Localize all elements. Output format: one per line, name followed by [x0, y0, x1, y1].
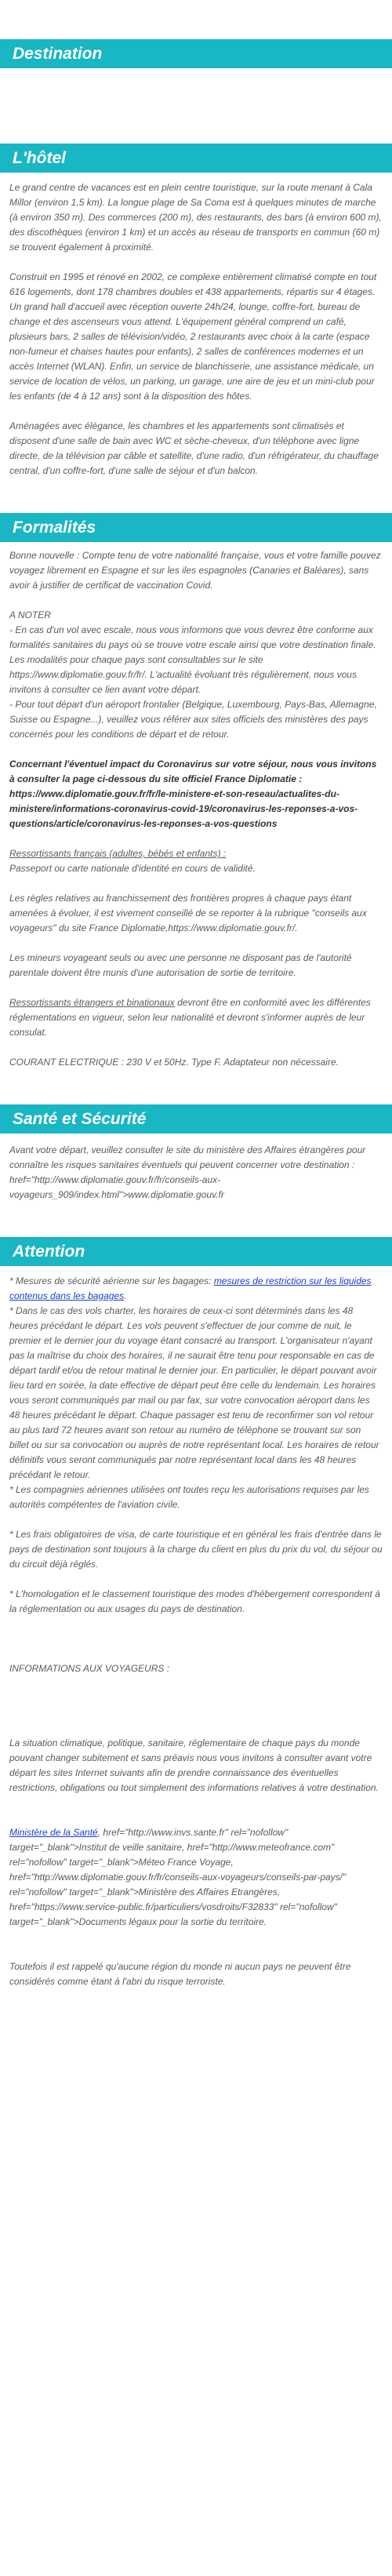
- section-header-attention: Attention: [0, 1237, 392, 1266]
- minors-text: Les mineurs voyageant seuls ou avec une personne ne disposant pas de l'autorité parentale doivent être munis d'une autorisation de sortie de territoire.: [9, 952, 352, 978]
- note-modalities: Les modalités pour chaque pays sont consultables sur le site https://www.diplomatie.gouv.fr/fr/. L'actualité évoluant très régulièrement, nous vous invitons à consulter ce lien avant votre départ.: [9, 654, 357, 695]
- note-heading: A NOTER: [9, 609, 51, 620]
- foreign-nationals-text: devront être en conformité avec les différentes réglementations en vigueur, selon leur nationalité et devront s'informer auprès de leur consulat.: [9, 997, 371, 1038]
- travel-info-text: La situation climatique, politique, sanitaire, réglementaire de chaque pays du monde pouvant changer subitement et sans préavis nous vous invitons à consulter avant votre départ les sites Internet suivants afin de prendre connaissance des éventuelles restrictions, obligations ou tout simplement des informations relatives à votre destination.: [9, 1737, 379, 1793]
- hotel-paragraph-facilities: Construit en 1995 et rénové en 2002, ce complexe entièrement climatisé compte en tout 616 logements, dont 178 chambres doubles et 438 appartements, répartis sur 4 étages. Un grand hall d'accueil avec réception ouverte 24h/24, lounge, coffre-fort, bureau de change et des ascenseurs vous attend. L'équipement général comprend un café, plusieurs bars, 2 salles de télévision/vidéo, 2 restaurants avec choix à la carte (espace non-fumeur et chaises hautes pour enfants), 2 salles de conférences modernes et un accès Internet (WLAN). Enfin, un service de blanchisserie, une assistance médicale, un service de location de vélos, un parking, un garage, une aire de jeu et un mini-club pour les enfants (de 4 à 12 ans) sont à la disposition des hôtes.: [9, 271, 377, 402]
- french-nationals-text: Passeport ou carte nationale d'identité en cours de validité.: [9, 863, 256, 874]
- travel-info-links-text: , href="http://www.invs.sante.fr" rel="nofollow" target="_blank">Institut de veille sanitaire, href="http://www.meteofrance.com" rel="nofollow" target="_blank">Méteo France Voyage, href="http://www.diplomatie.gouv.fr/fr/conseils-aux-voyageurs/conseils-par-pays/" rel="nofollow" target="_blank">Ministère des Affaires Etrangères, href="https://www.service-public.fr/particuliers/vosdroits/F32833" rel="nofollow" target="_blank">Documents légaux pour la sortie du territoire.: [9, 1827, 347, 1927]
- health-ministry-link[interactable]: Ministère de la Santé: [9, 1827, 98, 1838]
- hotel-paragraph-location: Le grand centre de vacances est en plein centre touristique, sur la route menant à Cala Millor (environ 1,5 km). La longue plage de Sa Coma est à quelques minutes de marche (à environ 350 m). Des commerces (200 m), des restaurants, des bars (à environ 600 m), des discothèques (environ 1 km) et un accès au réseau de transports en commun (60 m) se trouvent également à proximité.: [9, 182, 382, 253]
- sante-content: [0, 1143, 392, 1202]
- travel-info-heading: INFORMATIONS AUX VOYAGEURS :: [9, 1663, 170, 1674]
- attention-content: [0, 1274, 392, 1989]
- foreign-nationals: [9, 995, 383, 1040]
- note-stopover: - En cas d'un vol avec escale, nous vous informons que vous devrez être conforme aux formalités sanitaires du pays où se trouve votre escale ainsi que votre destination finale.: [9, 624, 376, 650]
- attention-classification: * L'homologation et le classement touristique des modes d'hébergement correspondent à la réglementation ou aux usages du pays de destination.: [9, 1588, 380, 1614]
- attention-fees: * Les frais obligatoires de visa, de carte touristique et en général les frais d'entrée dans le pays de destination sont toujours à la charge du client en plus du prix du vol, du séjour ou du circuit déjà réglés.: [9, 1529, 383, 1570]
- travel-info-links: [9, 1825, 383, 1930]
- attention-security-text: * Mesures de sécurité aérienne sur les bagages:: [9, 1275, 214, 1286]
- section-header-destination: Destination: [0, 39, 392, 68]
- sante-paragraph: Avant votre départ, veuillez consulter le site du ministère des Affaires étrangères pour connaître les risques sanitaires éventuels qui peuvent concerner votre destination : href="http://www.diplomatie.gouv.fr/fr/conseils-aux-voyageurs_909/index.html">www.diplomatie.gouv.fr: [9, 1144, 366, 1200]
- foreign-nationals-heading: Ressortissants étrangers et binationaux: [9, 997, 175, 1008]
- border-rules-text: Les règles relatives au franchissement des frontières propres à chaque pays étant amenées à évoluer, il est vivement conseillé de se reporter à la rubrique "conseils aux voyageurs" du site France Diplomatie,https://www.diplomatie.gouv.fr/.: [9, 893, 367, 933]
- hotel-description: [0, 180, 392, 478]
- attention-security: [9, 1274, 383, 1304]
- formalites-content: [0, 548, 392, 1070]
- french-nationals-heading: Ressortissants français (adultes, bébés et enfants) :: [9, 848, 227, 859]
- covid-notice: Concernant l'éventuel impact du Coronavirus sur votre séjour, nous vous invitons à consulter la page ci-dessous du site officiel France Diplomatie : https://www.diplomatie.gouv.fr/fr/le-ministere-et-son-reseau/actualites-du-ministere/informations-coronavirus-covid-19/coronavirus-les-reponses-a-vos-questions/article/coronavirus-les-reponses-a-vos-questions: [9, 759, 377, 829]
- hotel-paragraph-rooms: Aménagées avec élégance, les chambres et les appartements sont climatisés et disposent d'une salle de bain avec WC et sèche-cheveux, d'un téléphone avec ligne directe, de la télévision par câble et satellite, d'une radio, d'un réfrigérateur, du chauffage central, d'un coffre-fort, d'une salle de séjour et d'un balcon.: [9, 420, 379, 476]
- section-header-sante: Santé et Sécurité: [0, 1104, 392, 1133]
- liquids-restriction-link[interactable]: mesures de restriction sur les liquides contenus dans les bagages: [9, 1275, 372, 1301]
- electric-current: COURANT ELECTRIQUE : 230 V et 50Hz. Type F. Adaptateur non nécessaire.: [9, 1057, 339, 1068]
- section-header-formalites: Formalités: [0, 513, 392, 542]
- terrorism-notice: Toutefois il est rappelé qu'aucune région du monde ni aucun pays ne peuvent être considérés comme étant à l'abri du risque terroriste.: [9, 1961, 351, 1987]
- note-border-airport: - Pour tout départ d'un aéroport frontalier (Belgique, Luxembourg, Pays-Bas, Allemagne, Suisse ou Espagne...), veuillez vous référer aux sites officiels des ministères des pays concernés pour les conditions de départ et de retour.: [9, 699, 377, 740]
- section-header-hotel: L'hôtel: [0, 144, 392, 173]
- attention-security-end: .: [124, 1290, 127, 1301]
- formalites-intro: Bonne nouvelle : Compte tenu de votre nationalité française, vous et votre famille pouvez voyagez librement en Espagne et sur les iles espagnoles (Canaries et Baléares), sans avoir à justifier de certificat de vaccination Covid.: [9, 550, 381, 591]
- attention-charter: * Dans le cas des vols charter, les horaires de ceux-ci sont déterminés dans les 48 heures précédant le départ. Les vols peuvent s'effectuer de jour comme de nuit, le premier et le dernier jour du voyage étant consacré au transport. L'organisateur n'ayant pas la maîtrise du choix des horaires, il ne saurait être tenu pour responsable en cas de départ tardif et/ou de retour matinal le dernier jour. En particulier, le départ pouvant avoir lieu tard en soirée, la date effective de départ peut être celle du lendemain. Les horaires vous seront communiqués par mail ou par fax, sur votre convocation aéroport dans les 48 heures précédant le départ. Chaque passager est tenu de reconfirmer son vol retour au plus tard 72 heures avant son retour au numéro de téléphone se trouvant sur son billet ou sur sa convocation ou auprès de notre représentant local. Les horaires de retour définitifs vous seront communiqués par notre représentant local dans les 48 heures précédant le retour.: [9, 1305, 379, 1480]
- attention-airlines: * Les compagnies aériennes utilisées ont toutes reçu les autorisations requises par les autorités compétentes de l'aviation civile.: [9, 1484, 369, 1510]
